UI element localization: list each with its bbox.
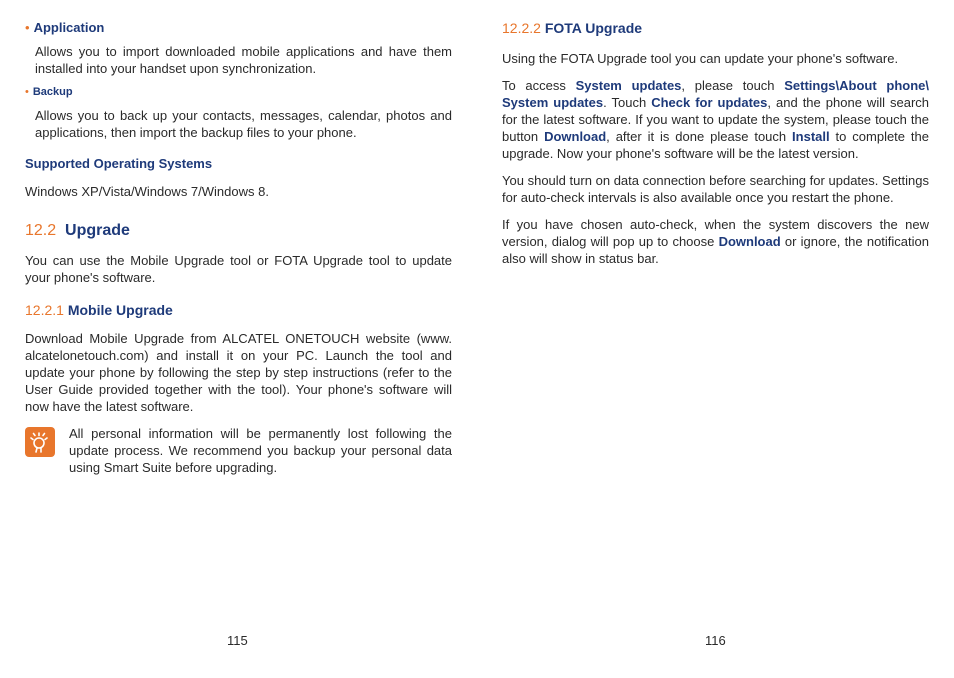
section-title: Upgrade (65, 222, 130, 239)
fota-intro: Using the FOTA Upgrade tool you can update your phone's software. (502, 51, 899, 66)
bullet-icon: • (25, 20, 30, 35)
supported-os-heading: Supported Operating Systems (25, 156, 213, 171)
section-number: 12.2 (25, 222, 57, 239)
mobile-upgrade-text: Download Mobile Upgrade from ALCATEL ONETOUCH website (www. alcatelonetouch.com) and install it on your PC. Launch the tool and update your phone by following the step by step instructions (refer to the User Guide provided together with the tool). Your phone's software will now have the latest software. (25, 331, 452, 414)
auto-check-note: If you have chosen auto-check, when the system discovers the new version, dialog will pop up to choose Download or ignore, the notification also will show in status bar. (502, 217, 929, 266)
fota-access-instructions: To access System updates, please touch Settings\About phone\ System updates. Touch Check for updates, and the phone will search for the latest software. If you want to update the system, please touch the button Download, after it is done please touch Install to complete the upgrade. Now your phone's software will be the latest version. (502, 78, 930, 161)
application-heading: • Application (25, 20, 105, 35)
left-page (25, 0, 452, 678)
note-text: All personal information will be permanently lost following the update process. We recommend you backup your personal data using Smart Suite before upgrading. (69, 426, 452, 475)
bullet-icon: • (25, 86, 29, 98)
page-number: 116 (705, 633, 726, 648)
fota-upgrade-heading (502, 20, 929, 36)
supported-os-text: Windows XP/Vista/Windows 7/Windows 8. (25, 184, 269, 199)
backup-description: Allows you to back up your contacts, messages, calendar, photos and applications, then import the backup files to your phone. (35, 108, 452, 140)
data-connection-note: You should turn on data connection before searching for updates. Settings for auto-check intervals is also available once you restart the phone. (502, 173, 929, 205)
subsection-number: 12.2.2 (502, 20, 541, 36)
subsection-number: 12.2.1 (25, 302, 64, 318)
application-description: Allows you to import downloaded mobile applications and have them installed into your handset upon synchronization. (35, 44, 452, 76)
section-heading (25, 222, 452, 240)
lightbulb-icon (25, 427, 55, 457)
subsection-title: Mobile Upgrade (67, 302, 173, 318)
mobile-upgrade-heading (25, 302, 452, 318)
page-number: 115 (227, 633, 248, 648)
subsection-title: FOTA Upgrade (544, 20, 643, 36)
backup-heading: • Backup (25, 86, 73, 98)
right-page (502, 0, 929, 678)
section-intro: You can use the Mobile Upgrade tool or FOTA Upgrade tool to update your phone's software. (25, 253, 452, 285)
